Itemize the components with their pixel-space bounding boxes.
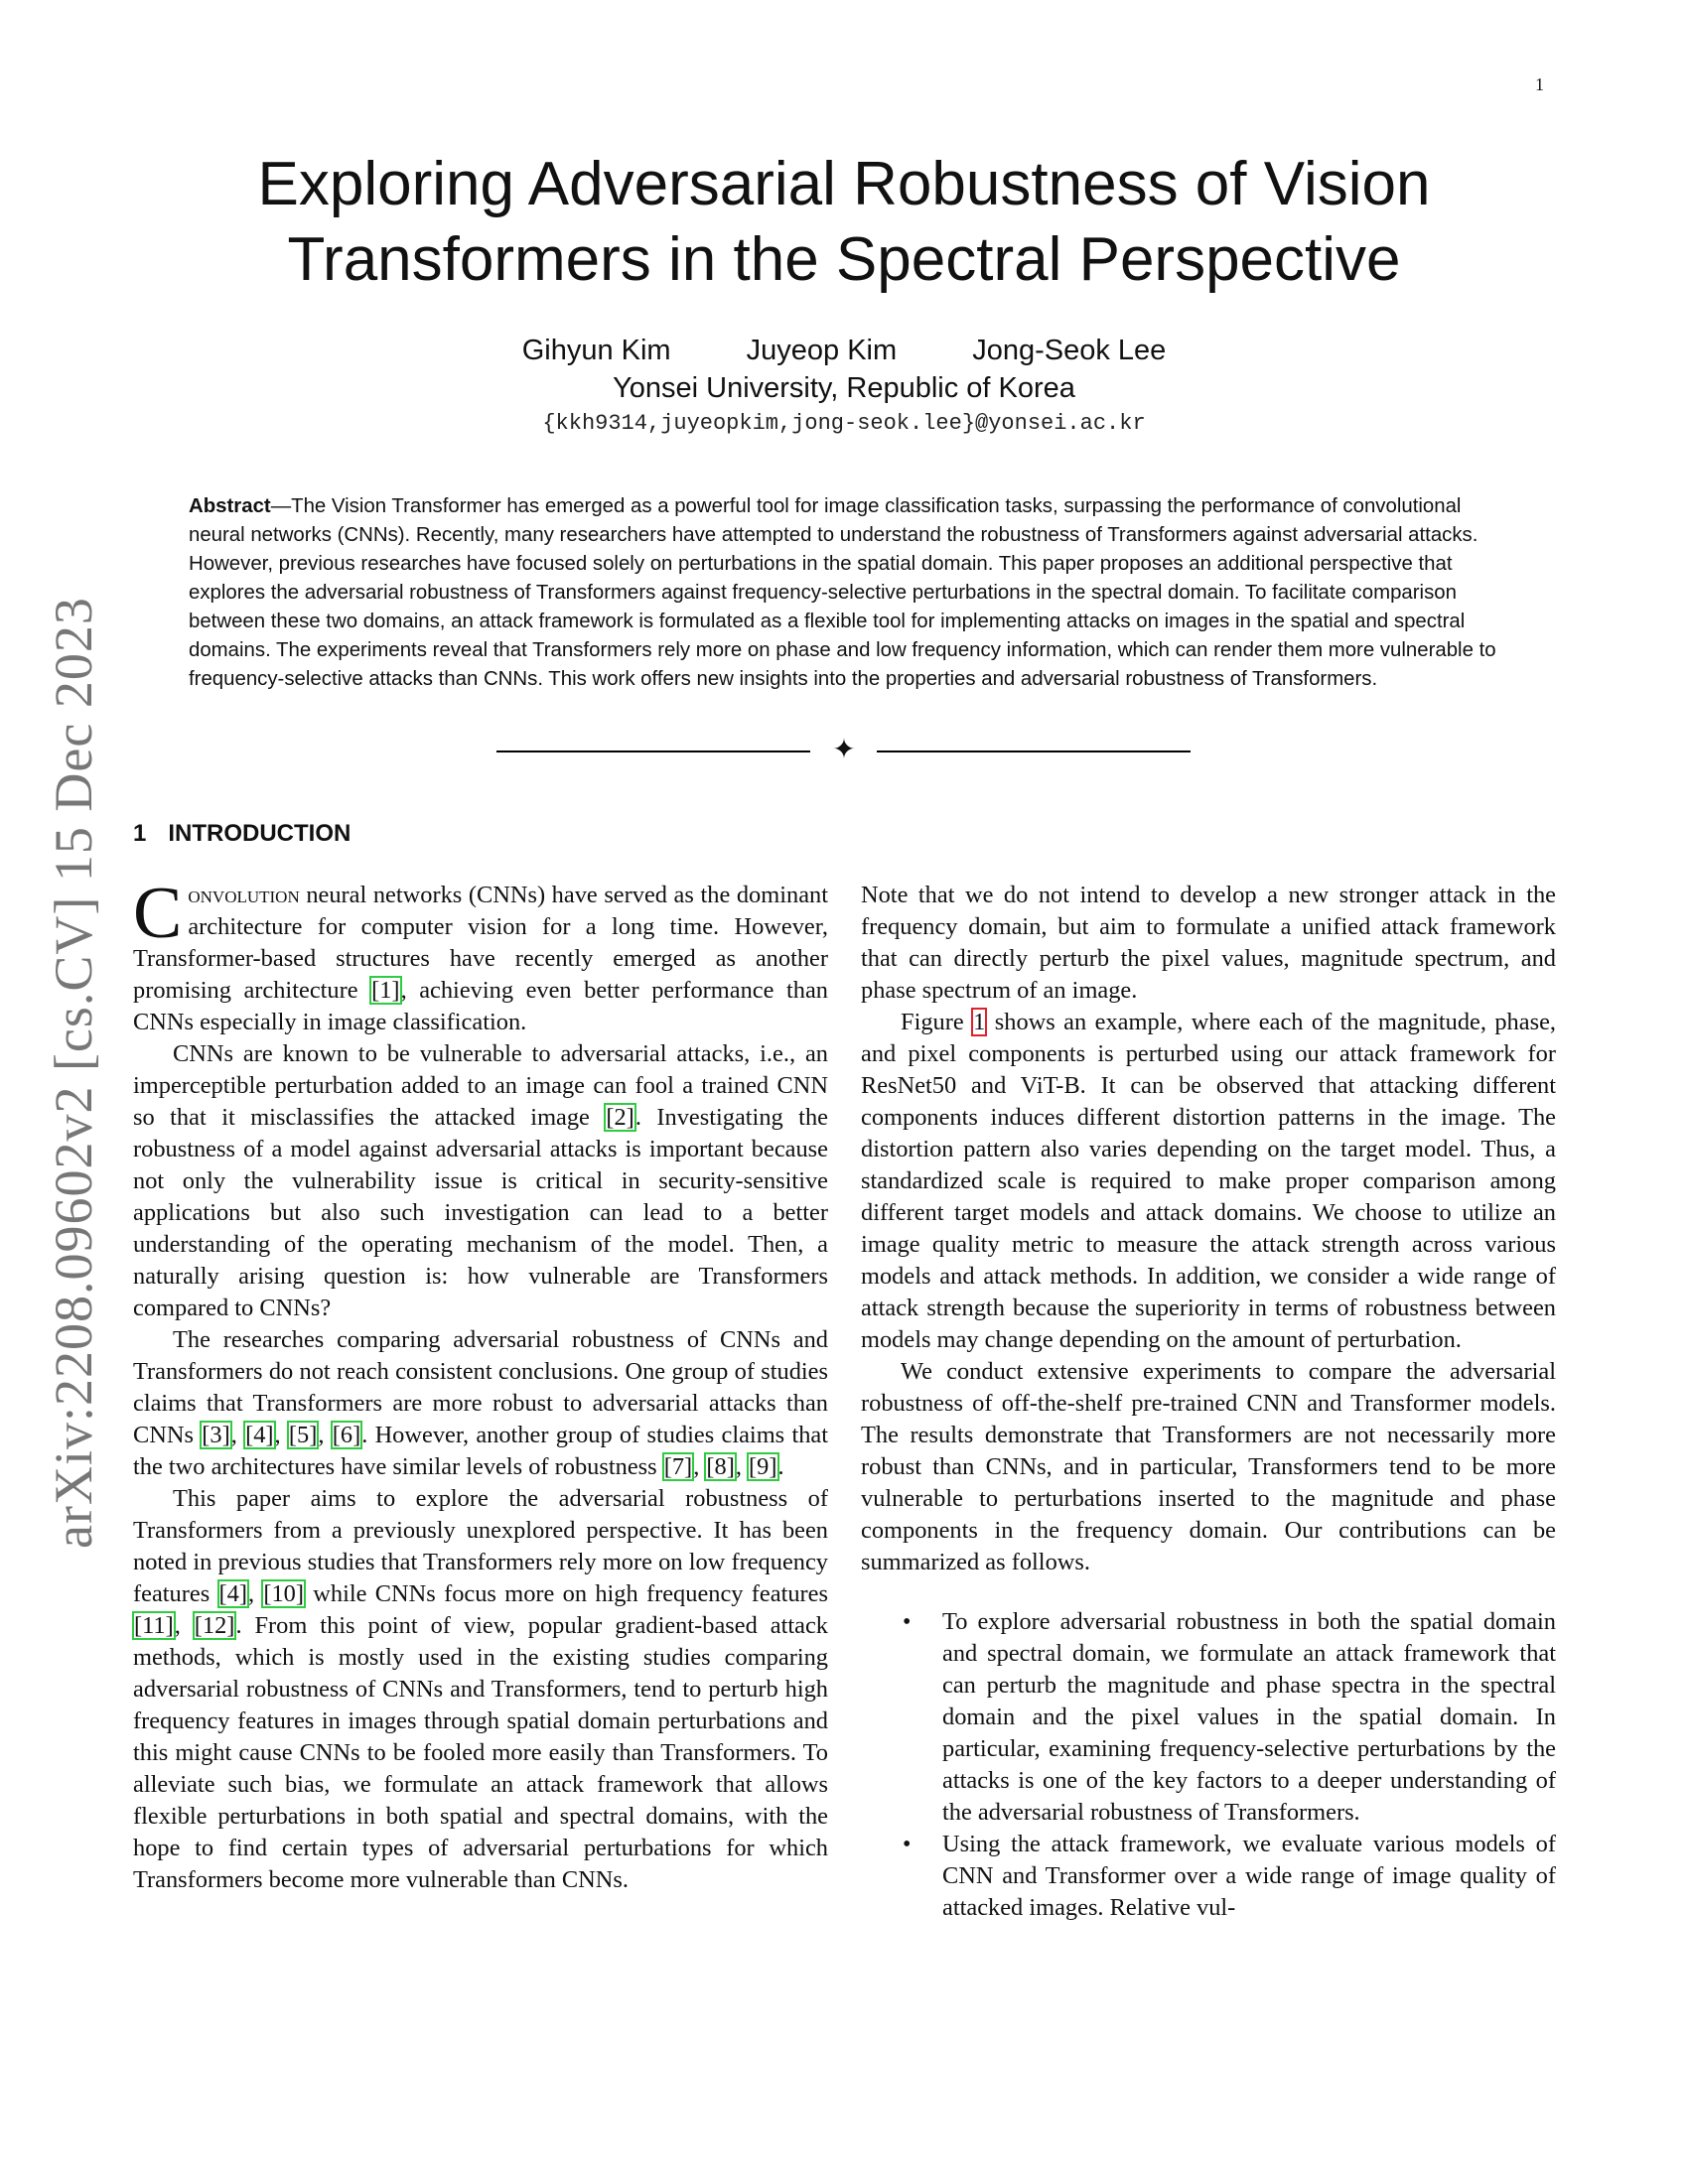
text-run: , bbox=[274, 1422, 288, 1448]
paragraph bbox=[133, 873, 828, 1038]
text-run: , bbox=[693, 1453, 706, 1480]
paragraph bbox=[133, 1038, 828, 1324]
text-run: . Investigating the robustness of a model against adversarial attacks is important because not only the vulnerability issue is critical in security-sensitive applications but also such investigation can lead to a better understanding of the operating mechanism of the model. Then, a naturally arising question is: how vulnerable are Transformers compared to CNNs? bbox=[133, 1104, 828, 1321]
page-number: 1 bbox=[1535, 74, 1544, 94]
paragraph: We conduct extensive experiments to compare the adversarial robustness of off-the-shelf pre-trained CNN and Transformer models. The results demonstrate that Transformers are not necessarily more robust than CNNs, and in particular, Transformers tend to be more vulnerable to perturbations inserted to the magnitude and phase components in the frequency domain. Our contributions can be summarized as follows. bbox=[861, 1358, 1556, 1575]
text-run: shows an example, where each of the magnitude, phase, and pixel components is perturbed using our attack framework for ResNet50 and ViT-B. It can be observed that attacking different components induces different distortion patterns in the image. The distortion pattern also varies depending on the target model. Thus, a standardized scale is required to make proper comparison among different target models and attack domains. We choose to utilize an image quality metric to measure the attack strength across various models and attack methods. In addition, we consider a wide range of attack strength because the superiority in terms of robustness between models may change depending on the amount of perturbation. bbox=[861, 1009, 1556, 1353]
abstract-text: —The Vision Transformer has emerged as a powerful tool for image classification tasks, surpassing the performance of convolutional neural networks (CNNs). Recently, many researchers have attempted to understand the robustness of Transformers against adversarial attacks. However, previous researches have focused solely on perturbations in the spatial domain. This paper proposes an additional perspective that explores the adversarial robustness of Transformers against frequency-selective perturbations in the spectral domain. To facilitate comparison between these two domains, an attack framework is formulated as a flexible tool for implementing attacks on images in the spatial and spectral domains. The experiments reveal that Transformers rely more on phase and low frequency information, which can render them more vulnerable to frequency-selective attacks than CNNs. This work offers new insights into the properties and adversarial robustness of Transformers. bbox=[189, 495, 1496, 690]
left-column bbox=[133, 873, 829, 1896]
section-divider-right bbox=[877, 751, 1191, 752]
text-run: CNNs are known to be vulnerable to adversarial attacks, i.e., an imperceptible perturbation added to an image can fool a trained CNN so that it misclassifies the attacked image bbox=[133, 1040, 828, 1131]
author-emails: {kkh9314,juyeopkim,jong-seok.lee}@yonsei.ac.kr bbox=[542, 411, 1146, 436]
text-run: . bbox=[777, 1453, 784, 1480]
paper-title: Exploring Adversarial Robustness of Vision Transformers in the Spectral Perspective bbox=[257, 150, 1431, 294]
section-title: INTRODUCTION bbox=[168, 820, 352, 847]
text-run: while CNNs focus more on high frequency features bbox=[305, 1580, 828, 1607]
section-number: 1 bbox=[133, 820, 147, 847]
text-run: , bbox=[230, 1422, 245, 1448]
paragraph bbox=[861, 1007, 1556, 1356]
drop-cap: C bbox=[133, 873, 183, 954]
list-item: • To explore adversarial robustness in both the spatial domain and spectral domain, we formulate an attack framework that can perturb the magnitude and phase spectra in the spectral domain and the pixel values in the spatial domain. In particular, examining frequency-selective perturbations by the attacks is one of the key factors to a deeper understanding of the adversarial robustness of Transformers. bbox=[942, 1606, 1556, 1829]
citation-link[interactable]: [9] bbox=[749, 1453, 777, 1480]
citation-link[interactable]: [3] bbox=[202, 1422, 230, 1448]
contribution-list bbox=[861, 1606, 1556, 1924]
author-list bbox=[179, 332, 1509, 369]
text-run: , bbox=[247, 1580, 263, 1607]
citation-link[interactable]: [7] bbox=[663, 1453, 693, 1480]
citation-link[interactable]: [4] bbox=[218, 1580, 247, 1607]
text-run: Figure bbox=[901, 1009, 973, 1035]
citation-link[interactable]: [1] bbox=[371, 977, 400, 1004]
citation-link[interactable]: [4] bbox=[245, 1422, 274, 1448]
section-divider-left bbox=[496, 751, 810, 752]
paragraph bbox=[133, 1324, 828, 1483]
text-run: The researches comparing adversarial robustness of CNNs and Transformers do not reach consistent conclusions. One group of studies claims that Transformers are more robust to adversarial attacks than CNNs bbox=[133, 1326, 828, 1448]
text-run: . However, another group of studies claims that the two architectures have similar levels of robustness bbox=[133, 1422, 829, 1480]
author-name: Jong-Seok Lee bbox=[972, 335, 1167, 366]
text-run: . From this point of view, popular gradient-based attack methods, which is mostly used in the existing studies comparing adversarial robustness of CNNs and Transformers, tend to perturb high frequency features in images through spatial domain perturbations and this might cause CNNs to be fooled more easily than Transformers. To alleviate such bias, we formulate an attack framework that allows flexible perturbations in both spatial and spectral domains, with the hope to find certain types of adversarial perturbations for which Transformers become more vulnerable than CNNs. bbox=[133, 1612, 828, 1893]
text-run: neural networks (CNNs) have served as the dominant architecture for computer vision for a long time. However, Transformer-based structures have recently emerged as another promising architecture bbox=[133, 882, 828, 1004]
text-run: This paper aims to explore the adversarial robustness of Transformers from a previously unexplored perspective. It has been noted in previous studies that Transformers rely more on low frequency features bbox=[133, 1485, 828, 1607]
section-heading bbox=[133, 820, 351, 848]
figure-reference-link[interactable]: 1 bbox=[973, 1009, 986, 1035]
list-item: • Using the attack framework, we evaluate various models of CNN and Transformer over a wide range of image quality of attacked images. Relative vul- bbox=[942, 1829, 1556, 1924]
lead-word: onvolution bbox=[188, 882, 300, 908]
text-run: , achieving even better performance than CNNs especially in image classification. bbox=[133, 977, 828, 1035]
citation-link[interactable]: [6] bbox=[332, 1422, 361, 1448]
abstract bbox=[189, 492, 1509, 694]
text-run: , bbox=[174, 1612, 194, 1639]
paragraph bbox=[133, 1483, 828, 1896]
author-name: Juyeop Kim bbox=[746, 335, 898, 366]
citation-link[interactable]: [11] bbox=[134, 1612, 174, 1639]
paragraph: Note that we do not intend to develop a new stronger attack in the frequency domain, but aim to formulate a unified attack framework that can directly perturb the pixel values, magnitude spectrum, and phase spectrum of an image. bbox=[861, 882, 1556, 1004]
affiliation: Yonsei University, Republic of Korea bbox=[613, 372, 1075, 404]
citation-link[interactable]: [2] bbox=[606, 1104, 634, 1131]
citation-link[interactable]: [10] bbox=[263, 1580, 304, 1607]
text-run: , bbox=[318, 1422, 332, 1448]
arxiv-identifier: arXiv:2208.09602v2 [cs.CV] 15 Dec 2023 bbox=[44, 597, 103, 1549]
right-column bbox=[861, 880, 1556, 1924]
citation-link[interactable]: [12] bbox=[194, 1612, 235, 1639]
abstract-label: Abstract bbox=[189, 495, 271, 517]
divider-star-icon: ✦ bbox=[832, 735, 856, 765]
citation-link[interactable]: [5] bbox=[288, 1422, 318, 1448]
text-run: , bbox=[735, 1453, 749, 1480]
author-name: Gihyun Kim bbox=[521, 335, 671, 366]
citation-link[interactable]: [8] bbox=[706, 1453, 735, 1480]
